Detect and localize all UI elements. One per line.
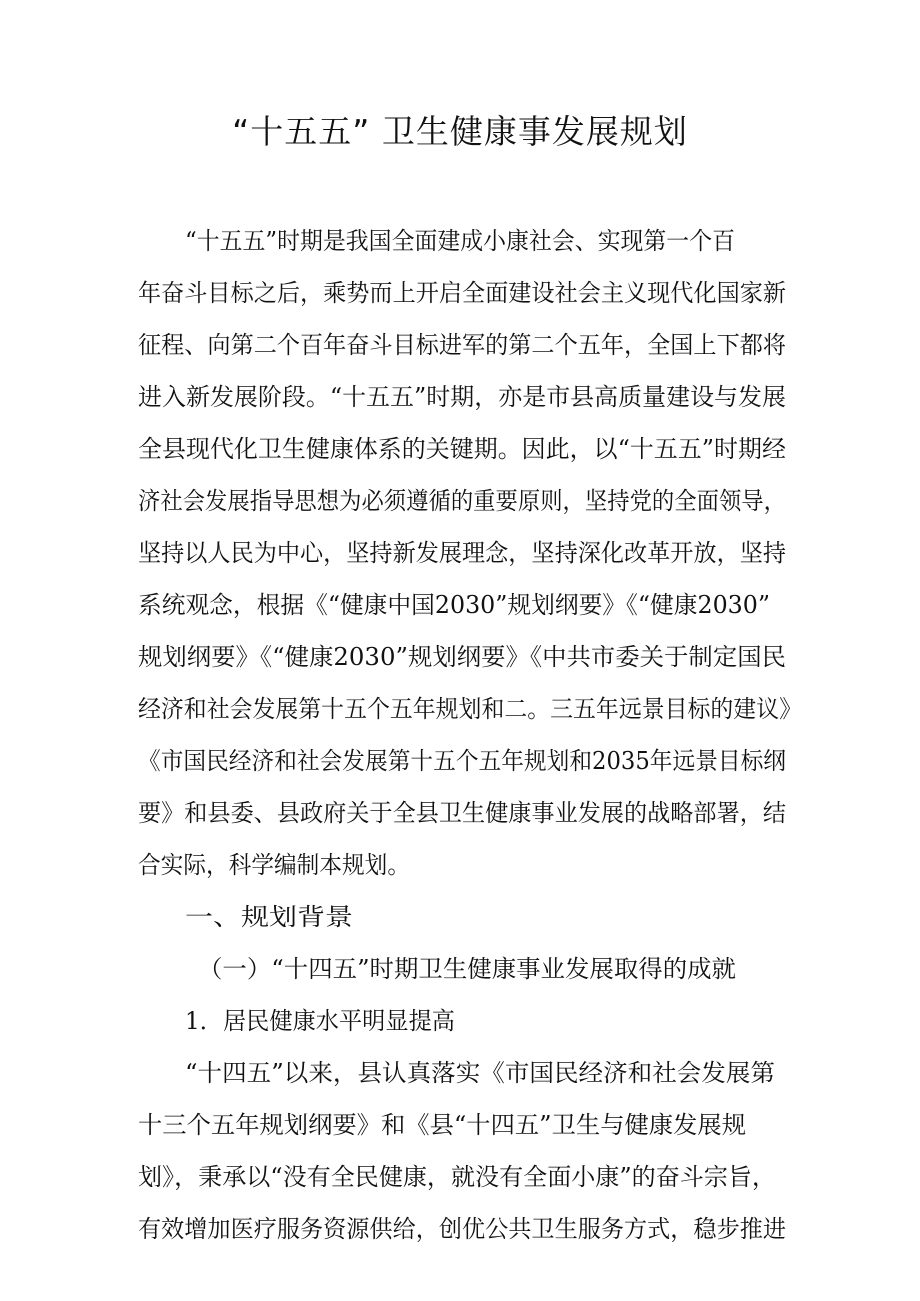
intro-line: 规划纲要》《“健康2030”规划纲要》《中共市委关于制定国民 — [138, 643, 786, 671]
intro-line: 要》和县委、县政府关于全县卫生健康事业发展的战略部署，结 — [138, 799, 786, 827]
intro-line: 坚持以人民为中心，坚持新发展理念，坚持深化改革开放，坚持 — [138, 539, 786, 567]
intro-line: 进入新发展阶段。“十五五”时期，亦是市县高质量建设与发展 — [138, 383, 786, 411]
subsection-heading: （一）“十四五”时期卫生健康事业发展取得的成就 — [198, 955, 736, 983]
intro-line: 征程、向第二个百年奋斗目标进军的第二个五年，全国上下都将 — [138, 331, 786, 359]
intro-line: 《市国民经济和社会发展第十五个五年规划和2035年远景目标纲 — [138, 747, 786, 775]
body-line: 十三个五年规划纲要》和《县“十四五”卫生与健康发展规 — [138, 1111, 746, 1139]
section-heading: 一、规划背景 — [185, 903, 353, 931]
intro-line: 年奋斗目标之后，乘势而上开启全面建设社会主义现代化国家新 — [138, 279, 786, 307]
item-heading: 1．居民健康水平明显提高 — [185, 1007, 455, 1035]
document-title: “十五五” 卫生健康事发展规划 — [232, 112, 688, 151]
intro-line: 合实际，科学编制本规划。 — [138, 851, 410, 879]
body-line: “十四五”以来，县认真落实《市国民经济和社会发展第 — [185, 1059, 775, 1087]
intro-line: 全县现代化卫生健康体系的关键期。因此，以“十五五”时期经 — [138, 435, 786, 463]
body-line: 划》，秉承以“没有全民健康，就没有全面小康”的奋斗宗旨， — [138, 1163, 776, 1191]
intro-line: “十五五”时期是我国全面建成小康社会、实现第一个百 — [185, 227, 735, 255]
intro-line: 经济和社会发展第十五个五年规划和二。三五年远景目标的建议》 — [138, 695, 802, 723]
intro-line: 济社会发展指导思想为必须遵循的重要原则，坚持党的全面领导， — [138, 487, 786, 515]
intro-line: 系统观念，根据《“健康中国2030”规划纲要》《“健康2030” — [138, 591, 770, 619]
body-line: 有效增加医疗服务资源供给，创优公共卫生服务方式，稳步推进 — [138, 1215, 786, 1243]
